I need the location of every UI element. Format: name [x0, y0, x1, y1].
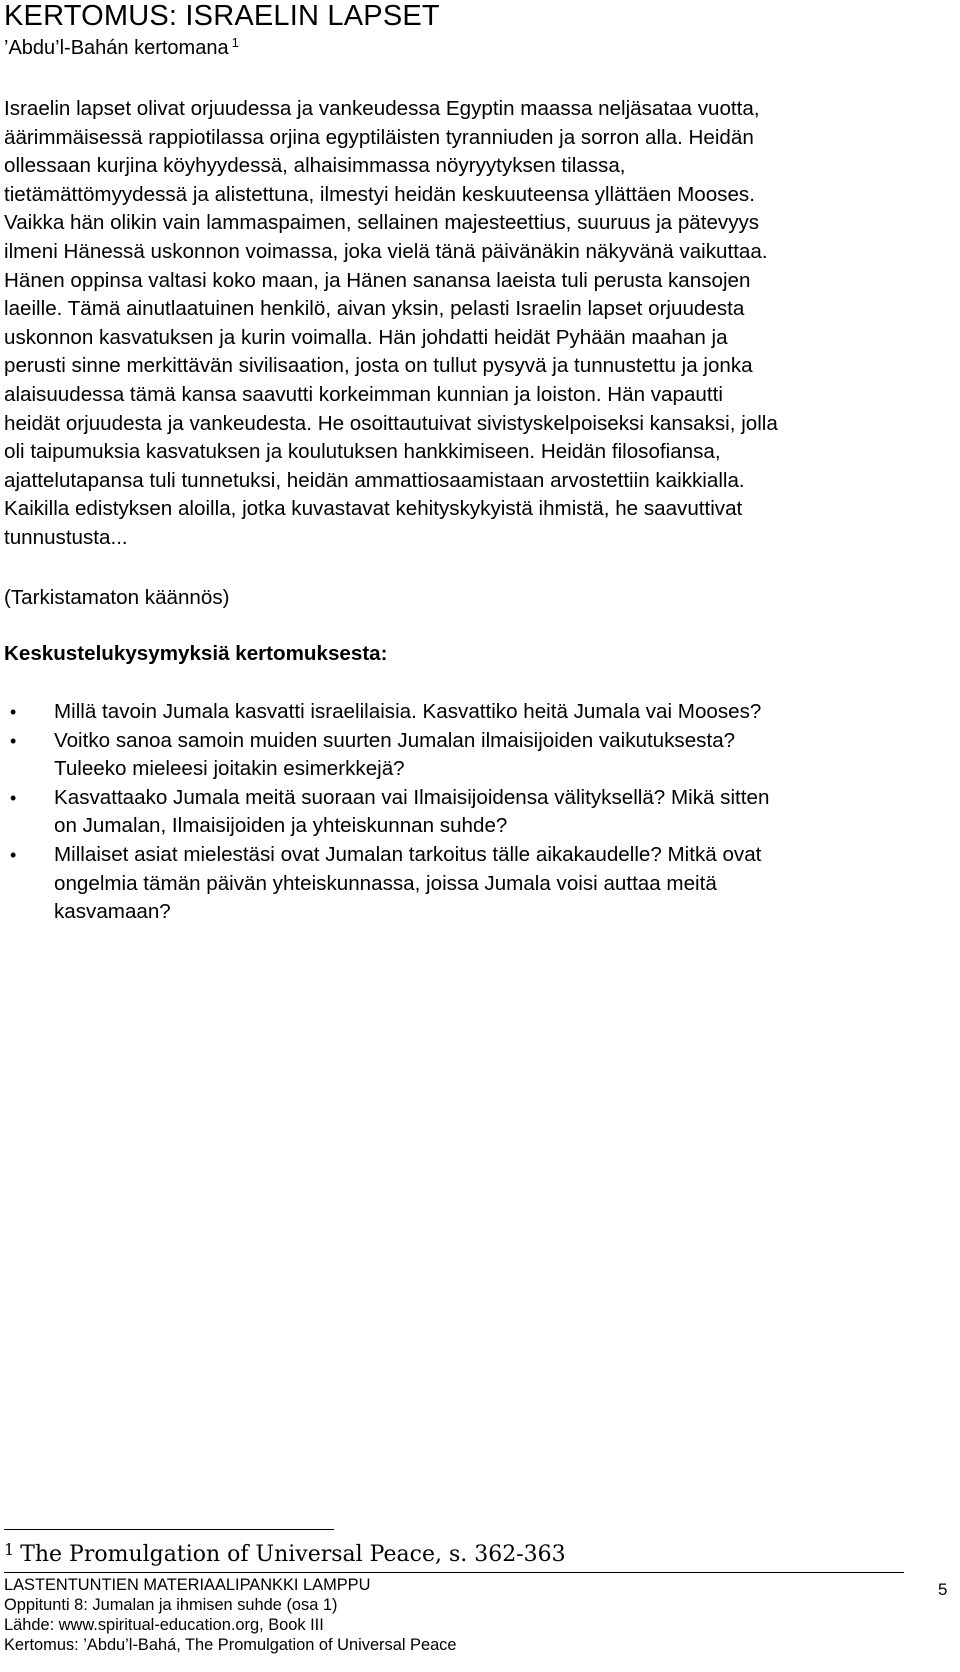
discussion-question — [0, 698, 920, 727]
story-line: tunnustusta... — [4, 525, 128, 549]
story-line: tietämättömyydessä ja alistettuna, ilmestyi heidän keskuuteensa yllättäen Mooses. — [4, 182, 755, 206]
story-line: heidät orjuudesta ja vankeudesta. He osoittautuivat sivistyskelpoiseksi kansaksi, jolla — [4, 411, 778, 435]
footnote — [4, 1540, 566, 1570]
story-line: oli taipumuksia kasvatuksen ja koulutuksen hankkimiseen. Heidän filosofiansa, — [4, 440, 721, 464]
bullet-icon: • — [10, 730, 17, 751]
footnote-reference[interactable]: 1 — [231, 35, 239, 50]
bullet-icon: • — [10, 787, 17, 808]
footer-line: Oppitunti 8: Jumalan ja ihmisen suhde (osa 1) — [4, 1596, 338, 1614]
footnote-number: 1 — [4, 1540, 15, 1559]
story-line: laeille. Tämä ainutlaatuinen henkilö, aivan yksin, pelasti Israelin lapset orjuudesta — [4, 297, 745, 321]
story-line: perusti sinne merkittävän sivilisaation, josta on tullut pysyvä ja tunnustettu ja jonka — [4, 354, 753, 378]
discussion-heading: Keskustelukysymyksiä kertomuksesta: — [4, 642, 388, 665]
question-line: kasvamaan? — [54, 900, 171, 924]
story-line: äärimmäisessä rappiotilassa orjina egyptiläisten tyranniuden ja sorron alla. Heidän — [4, 125, 754, 149]
subtitle-text: ’Abdu’l-Bahán kertomana — [4, 37, 229, 59]
question-line: Tuleeko mieleesi joitakin esimerkkejä? — [54, 757, 405, 781]
question-line: on Jumalan, Ilmaisijoiden ja yhteiskunnan suhde? — [54, 814, 508, 838]
page-footer — [4, 1575, 457, 1655]
page-subtitle — [4, 36, 239, 60]
story-line: ollessaan kurjina köyhyydessä, alhaisimmassa nöyryytyksen tilassa, — [4, 154, 626, 178]
discussion-question — [0, 841, 920, 927]
discussion-question — [0, 784, 920, 841]
story-line: alaisuudessa tämä kansa saavutti korkeimman kunnian ja loiston. Hän vapautti — [4, 382, 723, 406]
story-line: Israelin lapset olivat orjuudessa ja vankeudessa Egyptin maassa neljäsataa vuotta, — [4, 97, 760, 120]
story-line: uskonnon kasvatuksen ja kurin voimalla. Hän johdatti heidät Pyhään maahan ja — [4, 325, 728, 349]
question-line: Voitko sanoa samoin muiden suurten Jumalan ilmaisijoiden vaikutuksesta? — [54, 728, 736, 752]
translation-note: (Tarkistamaton käännös) — [4, 586, 230, 609]
footer-line: Kertomus: ’Abdu’l-Bahá, The Promulgation of Universal Peace — [4, 1636, 457, 1654]
discussion-question-list — [0, 698, 920, 927]
footer-line: Lähde: www.spiritual-education.org, Book III — [4, 1616, 324, 1634]
story-line: ilmeni Hänessä uskonnon voimassa, joka vielä tänä päivänäkin näkyvänä vaikuttaa. — [4, 239, 768, 263]
footnote-text: The Promulgation of Universal Peace, s. 362-363 — [20, 1542, 566, 1567]
bullet-icon: • — [10, 844, 17, 865]
footnote-separator — [4, 1529, 334, 1530]
discussion-question — [0, 727, 920, 784]
bullet-icon: • — [10, 702, 17, 722]
question-line: Kasvattaako Jumala meitä suoraan vai Ilmaisijoidensa välityksellä? Mikä sitten — [54, 785, 770, 809]
story-line: Kaikilla edistyksen aloilla, jotka kuvastavat kehityskykyistä ihmistä, he saavuttivat — [4, 497, 743, 521]
footer-line: LASTENTUNTIEN MATERIAALIPANKKI LAMPPU — [4, 1576, 371, 1594]
question-line: Millaiset asiat mielestäsi ovat Jumalan tarkoitus tälle aikakaudelle? Mitkä ovat — [54, 842, 762, 866]
footer-divider — [4, 1572, 904, 1573]
story-line: Vaikka hän olikin vain lammaspaimen, sellainen majesteettius, suuruus ja pätevyys — [4, 211, 760, 235]
story-line: ajattelutapansa tuli tunnetuksi, heidän ammattiosaamistaan arvostettiin kaikkialla. — [4, 468, 745, 492]
page-number: 5 — [938, 1580, 948, 1599]
page-title: KERTOMUS: ISRAELIN LAPSET — [4, 0, 440, 32]
story-paragraph — [4, 95, 910, 553]
story-line: Hänen oppinsa valtasi koko maan, ja Hänen sanansa laeista tuli perusta kansojen — [4, 268, 751, 292]
question-line: Millä tavoin Jumala kasvatti israelilaisia. Kasvattiko heitä Jumala vai Mooses? — [54, 700, 762, 723]
question-line: ongelmia tämän päivän yhteiskunnassa, joissa Jumala voisi auttaa meitä — [54, 871, 717, 895]
